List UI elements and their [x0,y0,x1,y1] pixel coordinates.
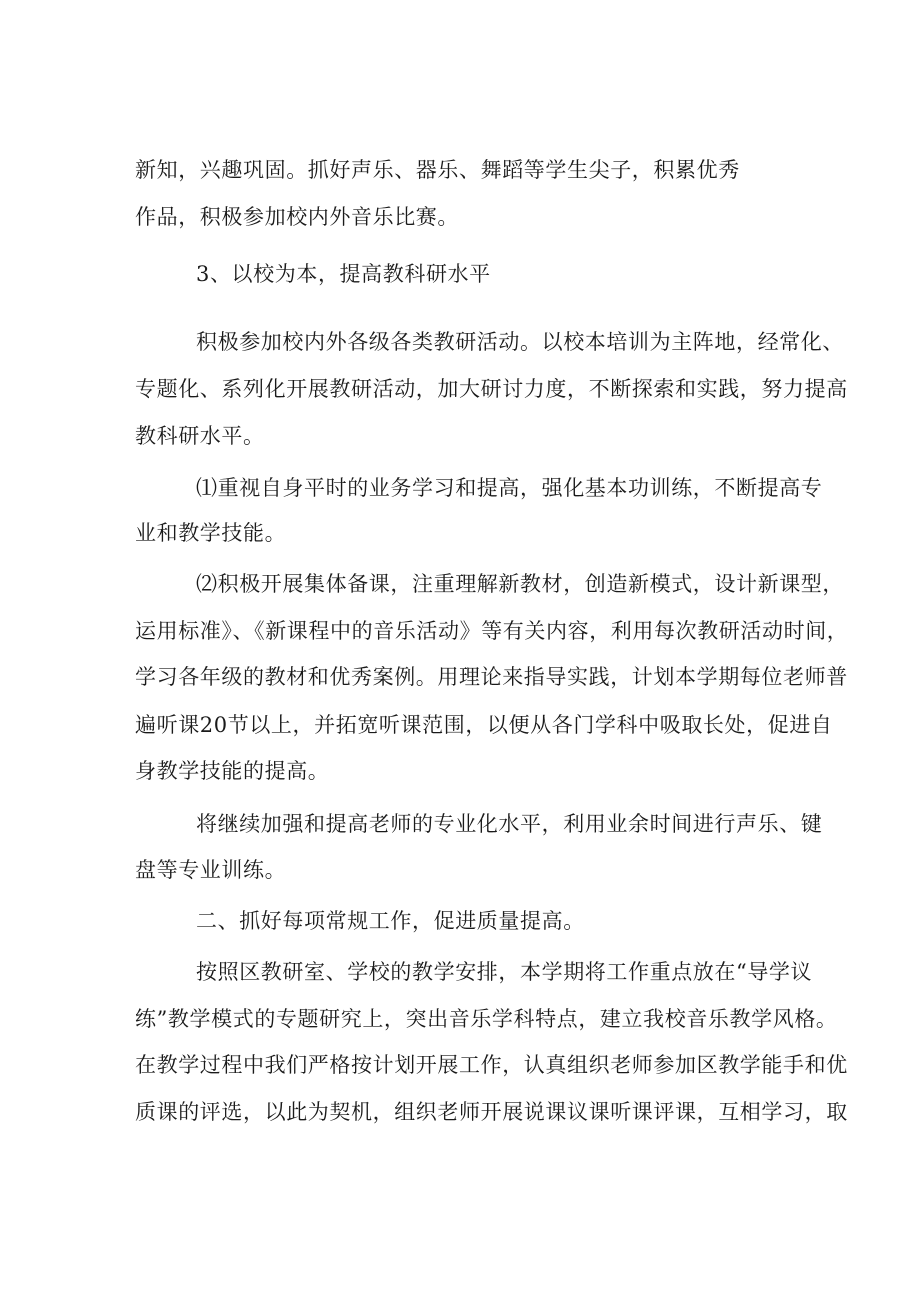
text-line: 学习各年级的教材和优秀案例。用理论来指导实践，计划本学期每位老师普 [135,665,848,689]
text-line: 在教学过程中我们严格按计划开展工作，认真组织老师参加区教学能手和优 [135,1053,848,1077]
text-line: 练”教学模式的专题研究上，突出音乐学科特点，建立我校音乐教学风格。 [135,1007,838,1031]
text-line: 积极参加校内外各级各类教研活动。以校本培训为主阵地，经常化、 [196,330,844,354]
text-line: 业和教学技能。 [135,521,287,545]
text-line: 身教学技能的提高。 [135,759,330,783]
text-line: 新知，兴趣巩固。抓好声乐、器乐、舞蹈等学生尖子，积累优秀 [135,158,740,182]
text-line: 质课的评选，以此为契机，组织老师开展说课议课听课评课，互相学习，取 [135,1100,848,1124]
text-line: ⑴重视自身平时的业务学习和提高，强化基本功训练，不断提高专 [196,476,823,500]
text-line: 专题化、系列化开展教研活动，加大研讨力度，不断探索和实践，努力提高 [135,377,848,401]
text-line: 遍听课20节以上，并拓宽听课范围，以便从各门学科中吸取长处，促进自 [135,713,833,737]
text-line: 作品，积极参加校内外音乐比赛。 [135,205,459,229]
section-heading: 3、以校为本，提高教科研水平 [196,262,491,286]
text-line: ⑵积极开展集体备课，注重理解新教材，创造新模式，设计新课型， [196,572,844,596]
text-line: 按照区教研室、学校的教学安排，本学期将工作重点放在“导学议 [196,960,813,984]
text-line: 盘等专业训练。 [135,858,287,882]
text-line: 将继续加强和提高老师的专业化水平，利用业余时间进行声乐、键 [196,812,823,836]
text-line: 教科研水平。 [135,424,265,448]
section-heading: 二、抓好每项常规工作，促进质量提高。 [196,909,585,933]
text-line: 运用标准》、《新课程中的音乐活动》等有关内容，利用每次教研活动时间， [135,619,849,643]
